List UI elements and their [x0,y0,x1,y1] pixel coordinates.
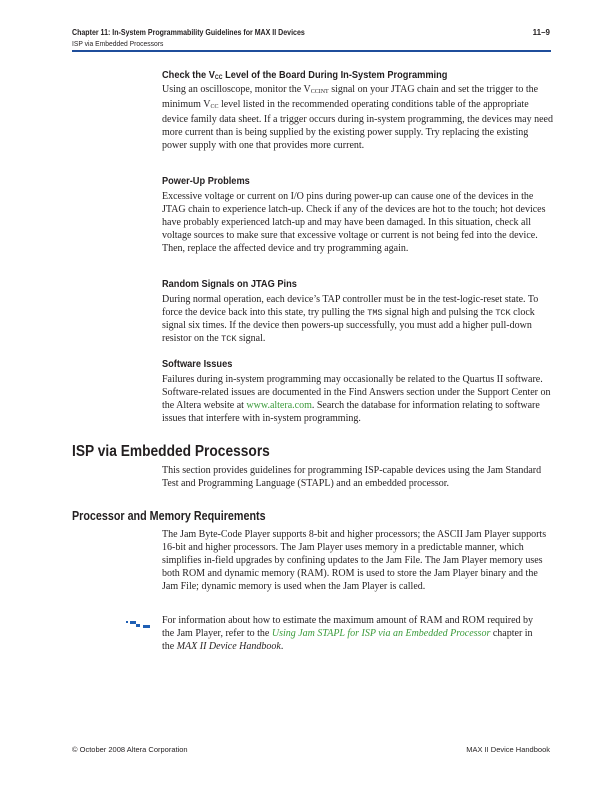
text: . [280,640,284,652]
footer-handbook: MAX II Device Handbook [466,745,550,754]
text: During normal operation, each device’s TAP controller must be in the test-logic-reset state. To force the device back into this state, try pulling the [162,294,539,318]
text: Failures during in-system programming may occasionally be related to the Quartus II software. Software-related issues are documented in the Find Answers section under the Support Center on the Altera website at [162,374,551,411]
paragraph-powerup: Excessive voltage or current on I/O pins during power-up can cause one of the devices in the JTAG chain to experience latch-up. Check if any of the devices are hot to the touch; hot devices have probably experienced latch-up and may have been damaged. In this situation, check all voltage sources to make sure that excessive voltage or current is not being fed into the device. Then, replace the affected device and try programming again. [162,191,546,254]
text: level listed in the recommended operating conditions table of the appropriate device family data sheet. If a trigger occurs during in-system programming, the devices may need more current than is being supplied by the existing power supply. Try replacing the existing power supply with one that provides more current. [162,98,553,151]
text: signal high and pulsing the [382,306,496,318]
paragraph-software [162,374,554,426]
text: For information about how to estimate the maximum amount of RAM and ROM required by the Jam Player, refer to the [162,615,534,639]
heading-pmr: Processor and Memory Requirements [72,509,266,523]
code-tck: TCK [495,307,511,318]
chapter-title: Chapter 11: In-System Programmability Guidelines for MAX II Devices [72,28,305,37]
section-title: ISP via Embedded Processors [72,39,164,48]
text: Using an oscilloscope, monitor the V [162,84,311,95]
header-rule [72,50,551,52]
book-title: MAX II Device Handbook [176,640,281,652]
heading-random: Random Signals on JTAG Pins [162,278,297,290]
text: signal on your JTAG chain and set the trigger to the minimum V [162,84,539,110]
heading-software: Software Issues [162,358,233,370]
heading-text: Level of the Board During In-System Programming [222,69,448,81]
subscript: CC [210,103,219,110]
subscript: CC [214,75,223,81]
heading-vcc [162,69,447,81]
paragraph-isp: This section provides guidelines for programming ISP-capable devices using the Jam Standard Test and Programming Language (STAPL) and an embedded processor. [162,465,542,489]
paragraph-pmr: The Jam Byte-Code Player supports 8-bit and higher processors; the ASCII Jam Player supports 16-bit and higher processors. The Jam Player uses memory in a predictable manner, which simplifies in-field upgrades by confining updates to the Jam File. The Jam Player memory uses both ROM and dynamic memory (RAM). ROM is used to store the Jam Player binary and the Jam File; dynamic memory is used when the Jam Player is called. [162,529,547,592]
text: chapter in the [162,627,533,652]
heading-powerup: Power-Up Problems [162,175,250,187]
note-reference-icon [126,620,152,630]
footer-copyright: © October 2008 Altera Corporation [72,745,188,754]
altera-link[interactable]: www.altera.com [246,399,312,411]
text: clock signal six times. If the device then powers-up successfully, you must add a higher pull-down resistor on the [162,306,535,344]
subscript: CCINT [310,89,329,95]
text: signal. [236,332,266,344]
code-tck: TCK [221,333,237,344]
note-paragraph [162,615,542,654]
paragraph-vcc [162,84,554,153]
heading-isp: ISP via Embedded Processors [72,443,270,460]
chapter-link[interactable]: Using Jam STAPL for ISP via an Embedded Processor [271,627,491,639]
page-number: 11–9 [532,28,550,37]
paragraph-random [162,294,554,346]
code-tms: TMS [367,307,383,318]
heading-text: Check the V [162,69,215,81]
text: . Search the database for information relating to software issues that interfere with in-system programming. [162,399,540,424]
